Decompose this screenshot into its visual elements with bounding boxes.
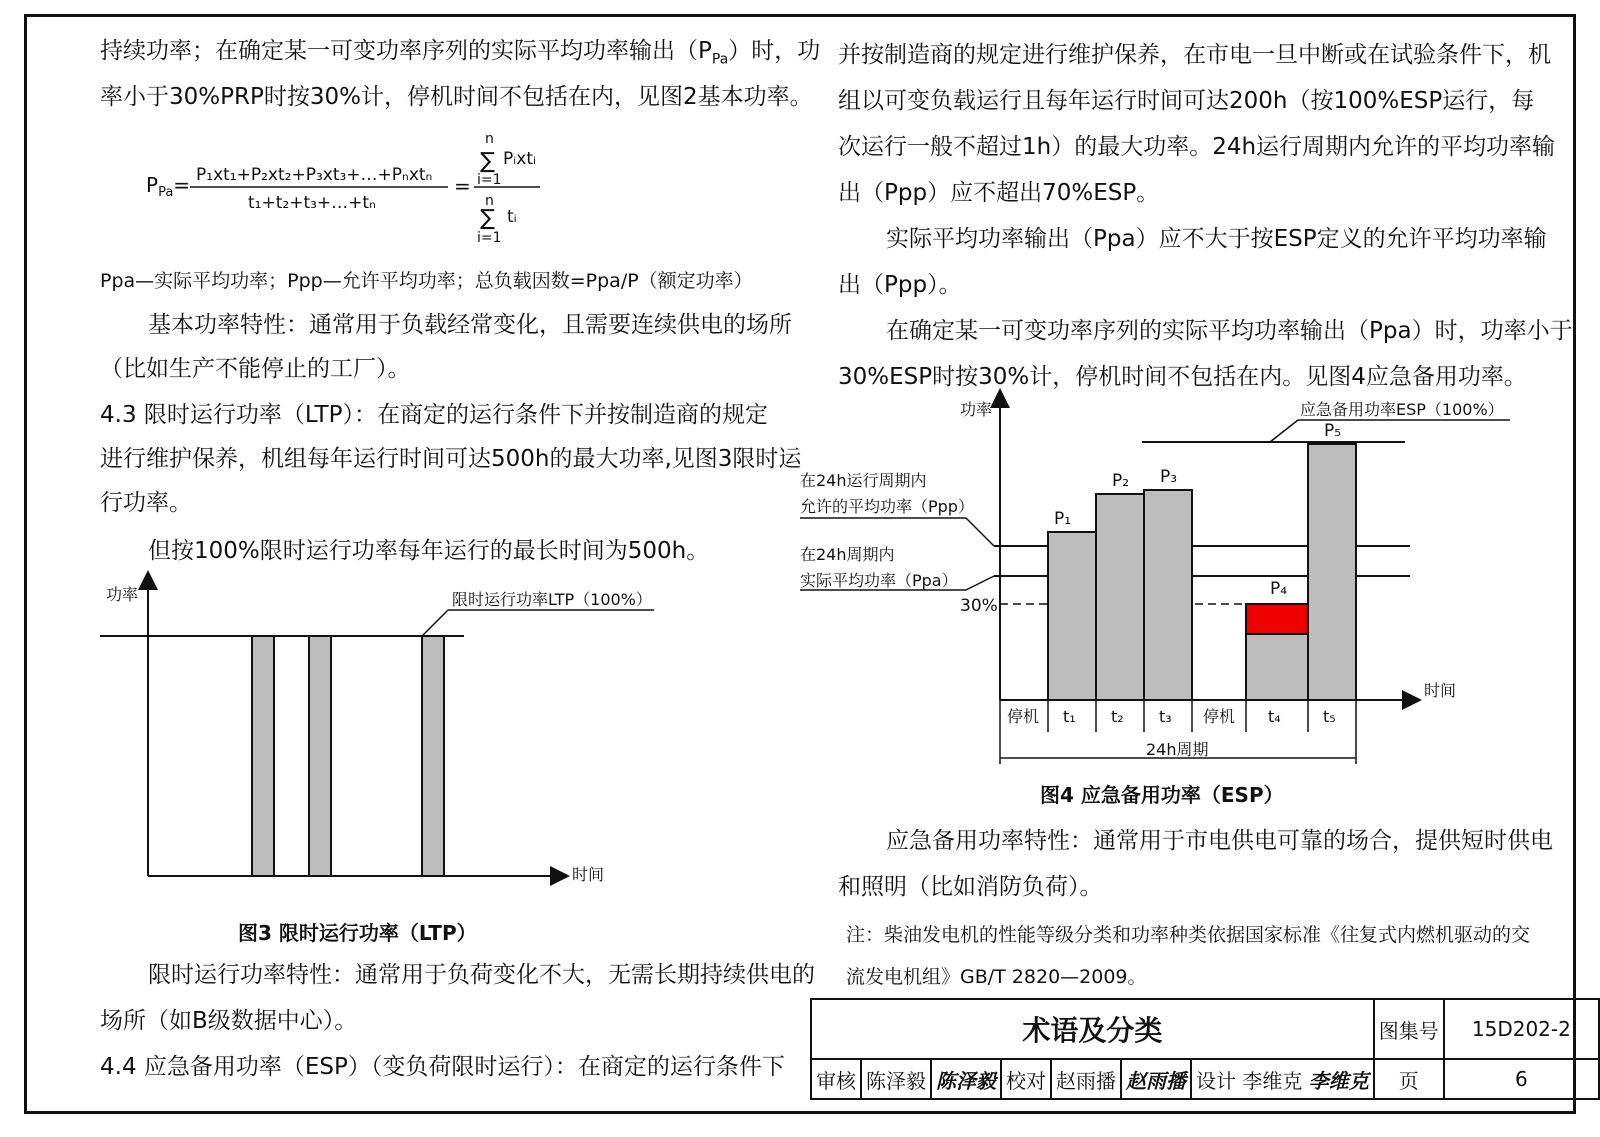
formula-denominator: t₁+t₂+t₃+…+tₙ: [248, 193, 376, 213]
period-label: 停机: [1007, 707, 1040, 726]
paragraph-line: 实际平均功率输出（Ppa）应不大于按ESP定义的允许平均功率输: [886, 226, 1547, 252]
pct30-label: 30%: [960, 596, 998, 616]
bar-label: P₅: [1324, 421, 1342, 441]
paragraph-line: 次运行一般不超过1h）的最大功率。24h运行周期内允许的平均功率输: [838, 134, 1556, 160]
paragraph-line: 进行维护保养，机组每年运行时间可达500h的最大功率,见图3限时运: [100, 446, 802, 472]
formula-legend: Ppa—实际平均功率；Ppp—允许平均功率；总负载因数=Ppa/P（额定功率）: [100, 270, 753, 292]
svg-text:=: =: [454, 174, 471, 198]
svg-text:n: n: [485, 193, 494, 209]
figure-4-caption: 图4 应急备用功率（ESP）: [1040, 783, 1284, 807]
paragraph-line: 率小于30%PRP时按30%计，停机时间不包括在内，见图2基本功率。: [100, 84, 813, 110]
esp-label: 应急备用功率ESP（100%）: [1300, 400, 1504, 419]
bar-label: P₃: [1160, 467, 1178, 487]
svg-text:i=1: i=1: [477, 172, 502, 188]
bar-p1: [1048, 532, 1096, 700]
bar-p2: [1096, 494, 1144, 700]
note-line: 注：柴油发电机的性能等级分类和功率种类依据国家标准《往复式内燃机驱动的交: [846, 924, 1531, 946]
section-4-4: 4.4 应急备用功率（ESP）（变负荷限时运行）：在商定的运行条件下: [100, 1054, 785, 1080]
page-label: 页: [1374, 1059, 1444, 1099]
drawing-title: 术语及分类: [811, 999, 1374, 1059]
note-line: 流发电机组》GB/T 2820—2009。: [846, 966, 1147, 988]
svg-text:允许的平均功率（Ppp）: 允许的平均功率（Ppp）: [800, 497, 974, 516]
paragraph-line: 出（Ppp）。: [838, 272, 962, 298]
period-label: t₂: [1111, 707, 1124, 726]
paragraph-line: 和照明（比如消防负荷）。: [838, 874, 1103, 900]
check-label: 校对: [1001, 1059, 1051, 1099]
fig3-xlabel: 时间: [572, 865, 605, 884]
svg-text:∑: ∑: [480, 206, 495, 231]
ltp-level-label: 限时运行功率LTP（100%）: [452, 590, 652, 609]
paragraph-line: 出（Ppp）应不超出70%ESP。: [838, 180, 1160, 206]
svg-text:i=1: i=1: [477, 230, 502, 246]
reviewer-name: 陈泽毅: [861, 1059, 931, 1099]
cycle-label: 24h周期: [1146, 740, 1209, 759]
period-label: t₄: [1268, 707, 1281, 726]
formula-numerator: P₁xt₁+P₂xt₂+P₃xt₃+…+Pₙxtₙ: [196, 165, 433, 185]
title-block: [810, 998, 1600, 1100]
paragraph-line: （比如生产不能停止的工厂）。: [100, 356, 411, 382]
svg-text:PPa=: $P_{Pa}=$: [146, 173, 191, 200]
svg-text:n: n: [485, 131, 494, 147]
paragraph-line: 应急备用功率特性：通常用于市电供电可靠的场合，提供短时供电: [886, 828, 1553, 854]
bar-p3: [1144, 490, 1192, 700]
paragraph-line: 基本功率特性：通常用于负载经常变化，且需要连续供电的场所: [148, 312, 792, 338]
period-label: 停机: [1203, 707, 1236, 726]
svg-text:在24h运行周期内: 在24h运行周期内: [800, 471, 927, 490]
fig4-ylabel: 功率: [960, 400, 993, 419]
checker-name: 赵雨播: [1051, 1059, 1121, 1099]
section-4-3: 4.3 限时运行功率（LTP）：在商定的运行条件下并按制造商的规定: [100, 402, 768, 428]
bar-label: P₄: [1270, 579, 1288, 599]
fig4-xlabel: 时间: [1424, 681, 1457, 700]
page-number: 6: [1444, 1059, 1599, 1099]
atlas-label: 图集号: [1374, 999, 1444, 1059]
checker-signature: 赵雨播: [1121, 1059, 1191, 1099]
bar-label: P₁: [1054, 509, 1072, 529]
paragraph-line: 限时运行功率特性：通常用于负荷变化不大，无需长期持续供电的: [148, 962, 815, 988]
period-label: t₁: [1063, 707, 1076, 726]
paragraph-line: 在确定某一可变功率序列的实际平均功率输出（Ppa）时，功率小于: [886, 318, 1573, 344]
bar-label: P₂: [1112, 471, 1130, 491]
svg-text:tᵢ: tᵢ: [507, 207, 517, 227]
paragraph-line: 组以可变负载运行且每年运行时间可达200h（按100%ESP运行，每: [838, 88, 1535, 114]
svg-text:在24h周期内: 在24h周期内: [800, 545, 895, 564]
paragraph-line: 持续功率；在确定某一可变功率序列的实际平均功率输出$(P_{Pa})$时，功: [100, 38, 821, 68]
svg-text:实际平均功率（Ppa）: 实际平均功率（Ppa）: [800, 571, 958, 590]
bar-p4: [1246, 634, 1308, 700]
design-cell: 设计 李维克 李维克: [1191, 1059, 1374, 1099]
bar-p4-raised: [1246, 604, 1308, 634]
paragraph-line: 并按制造商的规定进行维护保养，在市电一旦中断或在试验条件下，机: [838, 42, 1551, 68]
fig3-ylabel: 功率: [106, 585, 139, 604]
bar-p5: [1308, 444, 1356, 700]
paragraph-line: 场所（如B级数据中心）。: [100, 1008, 358, 1034]
reviewer-signature: 陈泽毅: [931, 1059, 1001, 1099]
svg-text:∑: ∑: [480, 149, 495, 174]
period-label: t₃: [1159, 707, 1172, 726]
paragraph-line: 行功率。: [100, 490, 192, 516]
paragraph-line: 但按100%限时运行功率每年运行的最长时间为500h。: [148, 538, 710, 564]
svg-text:Pᵢxtᵢ: Pᵢxtᵢ: [503, 149, 537, 169]
period-label: t₅: [1323, 707, 1336, 726]
atlas-number: 15D202-2: [1444, 999, 1599, 1059]
figure-3-caption: 图3 限时运行功率（LTP）: [238, 921, 477, 945]
review-label: 审核: [811, 1059, 861, 1099]
paragraph-line: 30%ESP时按30%计，停机时间不包括在内。见图4应急备用功率。: [838, 364, 1527, 390]
